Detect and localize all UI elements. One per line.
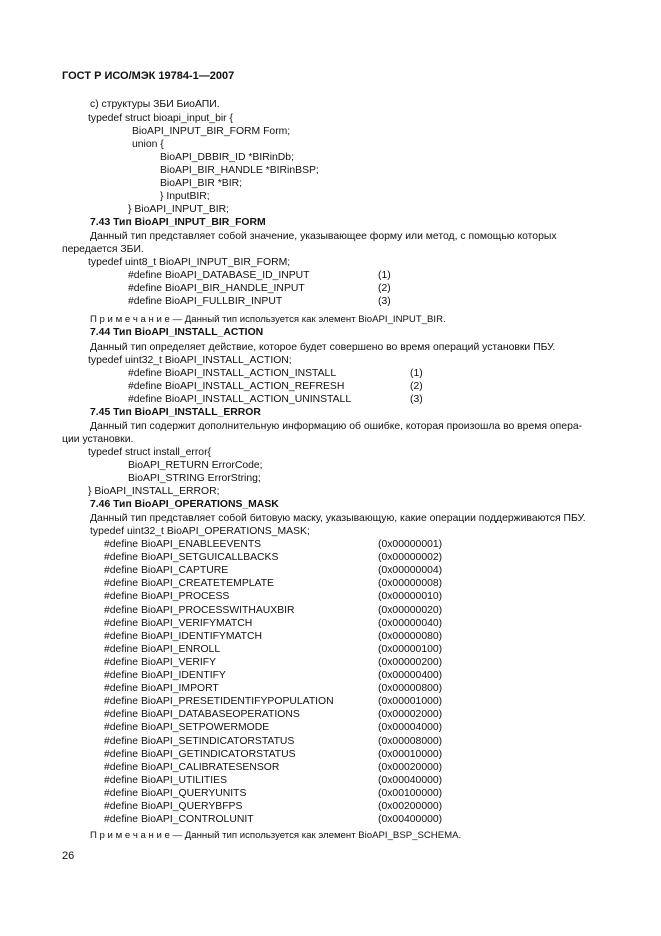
code-line: typedef struct bioapi_input_bir { xyxy=(88,113,233,124)
define-name: #define BioAPI_PRESETIDENTIFYPOPULATION xyxy=(104,696,334,707)
define-value: (1) xyxy=(410,368,423,379)
paragraph-line: Данный тип представляет собой значение, указывающее форму или метод, с помощью которых xyxy=(90,231,557,242)
paragraph-line: Данный тип содержит дополнительную информацию об ошибке, которая произошла во время опера- xyxy=(90,421,583,432)
code-line: union { xyxy=(132,139,164,150)
code-line: } BioAPI_INPUT_BIR; xyxy=(128,204,230,215)
section-heading-7-45: 7.45 Тип BioAPI_INSTALL_ERROR xyxy=(90,407,261,418)
define-value: (0x00000800) xyxy=(378,683,443,694)
note: П р и м е ч а н и е — Данный тип используется как элемент BioAPI_BSP_SCHEMA. xyxy=(90,830,462,841)
code-line: typedef struct install_error{ xyxy=(88,447,212,458)
define-value: (0x00010000) xyxy=(378,749,443,760)
define-name: #define BioAPI_UTILITIES xyxy=(104,775,228,786)
code-line: BioAPI_RETURN ErrorCode; xyxy=(128,460,263,471)
paragraph-line: ции установки. xyxy=(62,434,134,445)
paragraph-line: Данный тип определяет действие, которое будет совершено во время операций установки ПБУ. xyxy=(90,342,556,353)
define-name: #define BioAPI_INSTALL_ACTION_INSTALL xyxy=(128,368,337,379)
define-value: (0x00002000) xyxy=(378,709,443,720)
define-name: #define BioAPI_DATABASE_ID_INPUT xyxy=(128,270,310,281)
code-line: typedef uint8_t BioAPI_INPUT_BIR_FORM; xyxy=(88,257,291,268)
code-line: typedef uint32_t BioAPI_INSTALL_ACTION; xyxy=(88,355,292,366)
define-value: (2) xyxy=(410,381,423,392)
paragraph-line: передается ЗБИ. xyxy=(62,244,144,255)
define-value: (0x00000002) xyxy=(378,552,443,563)
define-value: (3) xyxy=(378,296,391,307)
define-name: #define BioAPI_CONTROLUNIT xyxy=(104,814,254,825)
define-name: #define BioAPI_SETINDICATORSTATUS xyxy=(104,736,295,747)
section-heading-7-44: 7.44 Тип BioAPI_INSTALL_ACTION xyxy=(90,327,264,338)
define-name: #define BioAPI_ENABLEEVENTS xyxy=(104,539,262,550)
define-name: #define BioAPI_QUERYUNITS xyxy=(104,788,247,799)
document-header: ГОСТ Р ИСО/МЭК 19784-1—2007 xyxy=(62,70,235,82)
define-name: #define BioAPI_IMPORT xyxy=(104,683,219,694)
define-name: #define BioAPI_CAPTURE xyxy=(104,565,229,576)
define-name: #define BioAPI_PROCESSWITHAUXBIR xyxy=(104,605,295,616)
code-line: BioAPI_DBBIR_ID *BIRinDb; xyxy=(160,152,294,163)
define-value: (0x00000040) xyxy=(378,618,443,629)
define-name: #define BioAPI_SETGUICALLBACKS xyxy=(104,552,279,563)
define-name: #define BioAPI_DATABASEOPERATIONS xyxy=(104,709,300,720)
define-value: (0x00000004) xyxy=(378,565,443,576)
define-value: (0x00040000) xyxy=(378,775,443,786)
define-value: (0x00000010) xyxy=(378,591,443,602)
define-value: (0x00008000) xyxy=(378,736,443,747)
define-name: #define BioAPI_IDENTIFY xyxy=(104,670,226,681)
paragraph-line: Данный тип представляет собой битовую маску, указывающую, какие операции поддерживаются ПБУ. xyxy=(90,513,586,524)
define-name: #define BioAPI_GETINDICATORSTATUS xyxy=(104,749,296,760)
define-name: #define BioAPI_QUERYBFPS xyxy=(104,801,243,812)
define-name: #define BioAPI_INSTALL_ACTION_REFRESH xyxy=(128,381,345,392)
define-value: (0x00000020) xyxy=(378,605,443,616)
code-line: BioAPI_BIR_HANDLE *BIRinBSP; xyxy=(160,165,319,176)
section-heading-7-43: 7.43 Тип BioAPI_INPUT_BIR_FORM xyxy=(90,217,266,228)
define-value: (0x00000100) xyxy=(378,644,443,655)
define-name: #define BioAPI_INSTALL_ACTION_UNINSTALL xyxy=(128,394,352,405)
define-name: #define BioAPI_PROCESS xyxy=(104,591,230,602)
define-name: #define BioAPI_CALIBRATESENSOR xyxy=(104,762,280,773)
note: П р и м е ч а н и е — Данный тип используется как элемент BioAPI_INPUT_BIR. xyxy=(90,314,446,325)
list-item-c: с) структуры ЗБИ БиоАПИ. xyxy=(90,99,220,110)
code-line: BioAPI_STRING ErrorString; xyxy=(128,473,261,484)
define-name: #define BioAPI_ENROLL xyxy=(104,644,221,655)
define-value: (0x00004000) xyxy=(378,722,443,733)
page-number: 26 xyxy=(62,850,75,862)
define-value: (3) xyxy=(410,394,423,405)
define-name: #define BioAPI_BIR_HANDLE_INPUT xyxy=(128,283,305,294)
code-line: BioAPI_BIR *BIR; xyxy=(160,178,243,189)
define-value: (0x00100000) xyxy=(378,788,443,799)
define-name: #define BioAPI_VERIFY xyxy=(104,657,217,668)
define-value: (0x00000001) xyxy=(378,539,443,550)
define-value: (1) xyxy=(378,270,391,281)
section-heading-7-46: 7.46 Тип BioAPI_OPERATIONS_MASK xyxy=(90,499,279,510)
define-value: (0x00020000) xyxy=(378,762,443,773)
code-line: BioAPI_INPUT_BIR_FORM Form; xyxy=(132,126,291,137)
define-value: (2) xyxy=(378,283,391,294)
define-value: (0x00200000) xyxy=(378,801,443,812)
define-value: (0x00000200) xyxy=(378,657,443,668)
define-name: #define BioAPI_SETPOWERMODE xyxy=(104,722,270,733)
define-value: (0x00000080) xyxy=(378,631,443,642)
define-value: (0x00400000) xyxy=(378,814,443,825)
define-value: (0x00000008) xyxy=(378,578,443,589)
define-name: #define BioAPI_IDENTIFYMATCH xyxy=(104,631,263,642)
define-value: (0x00000400) xyxy=(378,670,443,681)
define-name: #define BioAPI_VERIFYMATCH xyxy=(104,618,253,629)
define-value: (0x00001000) xyxy=(378,696,443,707)
define-name: #define BioAPI_FULLBIR_INPUT xyxy=(128,296,283,307)
code-line: } InputBIR; xyxy=(160,191,210,202)
code-line: typedef uint32_t BioAPI_OPERATIONS_MASK; xyxy=(90,526,310,537)
define-name: #define BioAPI_CREATETEMPLATE xyxy=(104,578,274,589)
code-line: } BioAPI_INSTALL_ERROR; xyxy=(88,486,220,497)
